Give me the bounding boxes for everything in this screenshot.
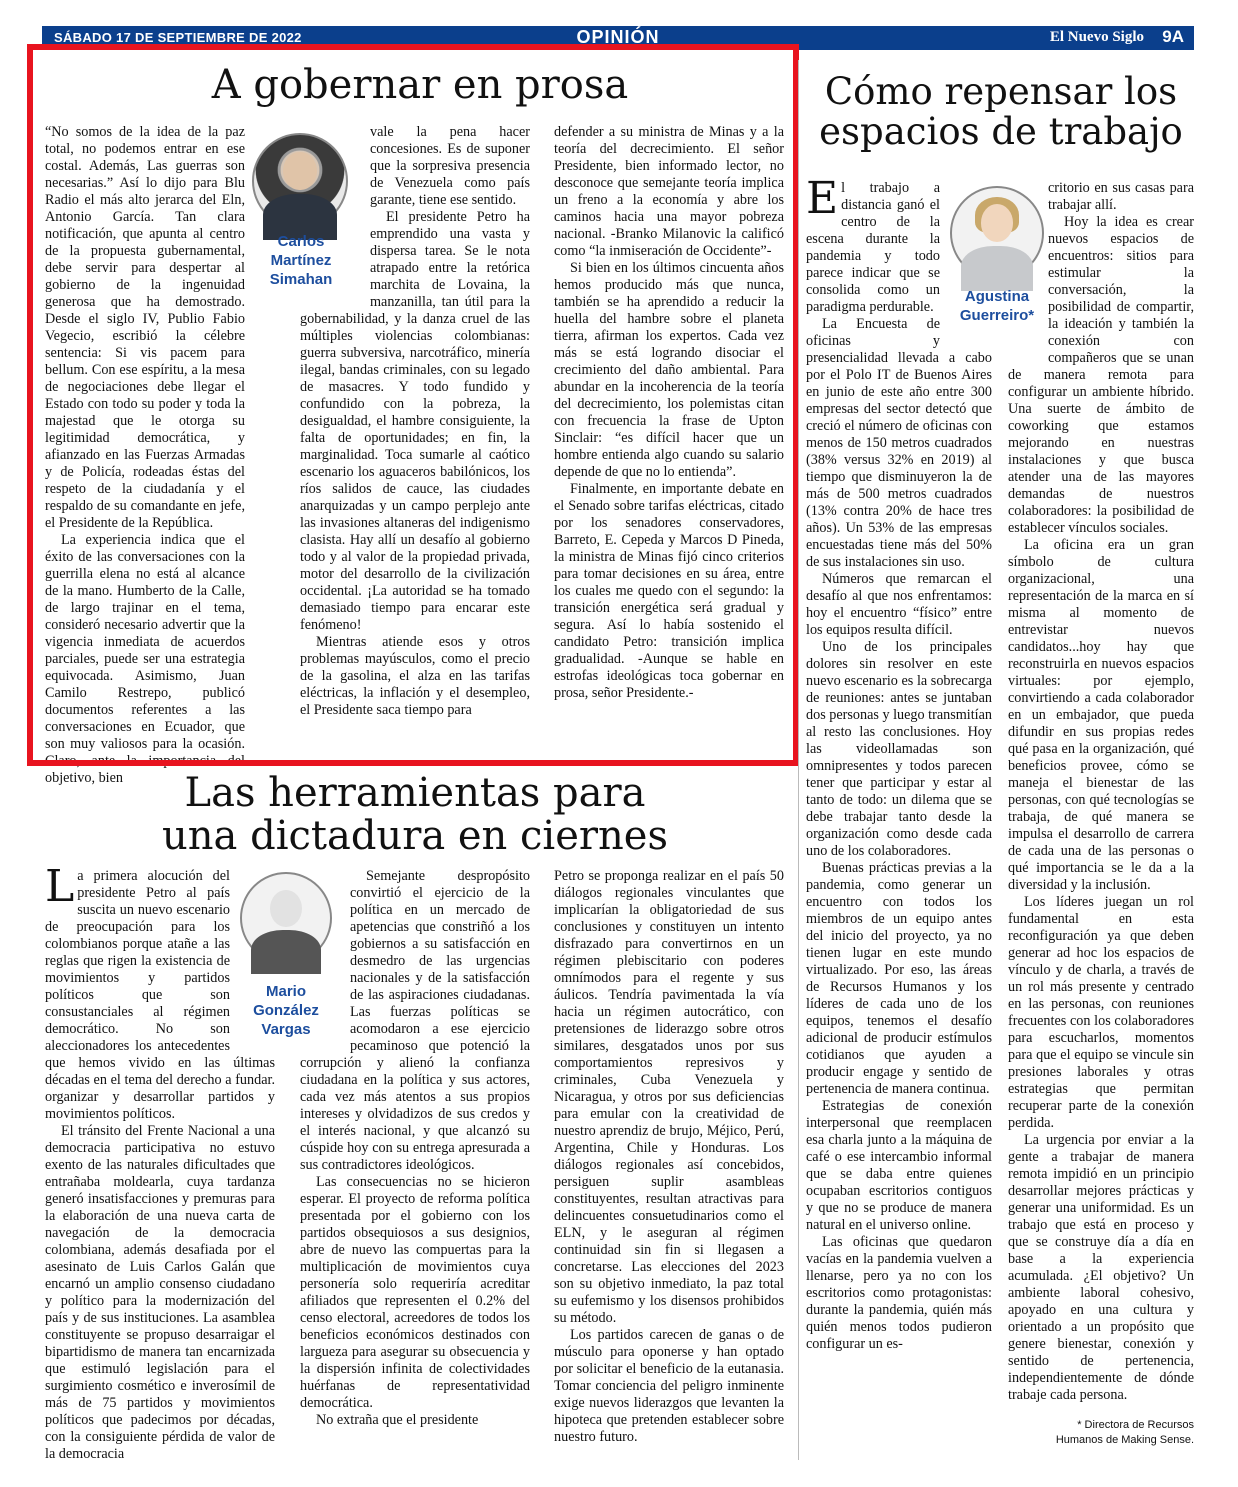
portrait-wrap-space	[300, 868, 350, 1053]
portrait-wrap-space	[1008, 180, 1048, 360]
paragraph: La urgencia por enviar a la gente a trabajar de manera remota impidió en un principio desarrollar mejores prácticas y generar una uniformidad. Es un trabajo que está en proceso y que se construye día a día en base a la experiencia acumulada. ¿El objetivo? Un ambiente laboral cohesivo, apoyado en una cultura y orientado a un propósito que genere bienestar, conexión y sentido de pertenencia, independientemente de dónde trabaje cada persona.	[1008, 1132, 1194, 1403]
author-name: Carlos Martínez Simahan	[269, 233, 333, 288]
paragraph: Estrategias de conexión interpersonal que reemplacen esa charla junto a la máquina de café o ese intercambio informal que se daba entre quienes ocupaban escritorios contiguos y que no se produce de manera natural en el universo online.	[806, 1098, 992, 1233]
column-divider	[798, 60, 799, 1460]
paragraph: Semejante despropósito convirtió el ejercicio de la política en un mercado de apetencias que constriñó a los gobiernos a su satisfacción en desmedro de las urgencias nacionales y de la satisfacción de las aspiraciones ciudadanas. Las fuerzas políticas se acomodaron a ese ejercicio pecaminoso que potenció la corrupción y alienó la confianza ciudadana en la política y sus actores, cada vez más atentos a sus propios intereses y olvidadizos de sus credos y el interés nacional, y que alcanzó su cúspide hoy con su entrega apresurada a sus contradictores ideológicos.	[300, 868, 530, 1173]
article3-column-2	[1008, 180, 1194, 1420]
paragraph: Uno de los principales dolores sin resolver en este nuevo escenario es la sobrecarga de reuniones: antes se juntaban dos personas y luego transmitían al resto las conclusiones. Hoy las videollamadas son omnipresentes y todos parecen tener que participar y estar al tanto de todo: un dilema que se debe trabajar tanto desde la organización como desde cada uno de los colaboradores.	[806, 639, 992, 859]
dropcap-letter: L	[45, 861, 75, 912]
paragraph: Finalmente, en importante debate en el Senado sobre tarifas eléctricas, citado por los senadores conservadores, Barreto, E. Cepeda y Marcos D Pineda, la ministra de Minas fijó cinco criterios para tomar decisiones en su área, entre los cuales me quedo con el segundo: la transición energética será gradual y segura. Así lo había sostenido el candidato Petro: transición implica gradualidad. -Aunque se hable en estrofas ideológicas toca gobernar en prosa, señor Presidente.-	[554, 481, 784, 701]
author-name: Mario González Vargas	[253, 983, 319, 1038]
article2-column-2	[300, 868, 530, 1460]
paragraph: Números que remarcan el desafío al que nos enfrentamos: hoy el encuentro “físico” entre los equipos resulta difícil.	[806, 571, 992, 638]
paragraph-text: a primera alocución del presidente Petro al país suscita un nuevo escenario de preocupación para los colombianos porque atañe a las reglas que rigen la existencia de movimientos y partidos políticos que son consustanciales al régimen democrático. No son aleccionadores los antecedentes que hemos vivido en las últimas décadas en el tema del derecho a fundar. organizar y desarrollar partidos y movimientos políticos.	[45, 868, 275, 1122]
paragraph: La Encuesta de oficinas y presencialidad llevada a cabo por el Polo IT de Buenos Aires en junio de este año entre 300 empresas del sector detectó que creció el número de oficinas con menos de 150 metros cuadrados (38% versus 32% en 2019) al tiempo que disminuyeron la de más de 500 metros cuadrados (13% contra 20% de hace tres años). Un 53% de las empresas encuestadas tiene más del 50% de sus instalaciones sin uso.	[806, 316, 992, 570]
portrait-wrap-space	[940, 180, 992, 340]
paragraph: Buenas prácticas previas a la pandemia, como generar un encuentro con todos los miembros de un equipo antes del inicio del proyecto, ya no tienen lugar en este mundo virtualizado. Por eso, las áreas de Recursos Humanos y los líderes de cada uno de los equipos, tenemos el desafío adicional de producir estímulos cotidianos que ayuden a producir engage y sentido de pertenencia de manera continua.	[806, 860, 992, 1097]
article3-title-line2: espacios de trabajo	[819, 109, 1183, 153]
paragraph: El tránsito del Frente Nacional a una democracia participativa no estuvo exento de las naturales dificultades que entrañaba moldearla, cuya tardanza generó insatisfacciones y premuras para la elaboración de una nueva carta de navegación de la democracia colombiana, además desafiada por el asesinato de Luis Carlos Galán que encarnó un amplio consenso ciudadano y político para la modernización del país y de sus instituciones. La asamblea constituyente se propuso desarraigar el bipartidismo de manera tan encarnizada que estimuló legislación para el surgimiento cosmético e inverosímil de más de 75 partidos y movimientos políticos que padecimos por décadas, con la consiguiente pérdida de valor de la democracia	[45, 1123, 275, 1462]
portrait-wrap-space	[230, 868, 275, 1053]
article2-title-line2: una dictadura en ciernes	[162, 813, 668, 860]
article1-title: A gobernar en prosa	[211, 62, 629, 108]
paragraph: critorio en sus casas para trabajar allí.	[1048, 180, 1194, 213]
paragraph: La experiencia indica que el éxito de las conversaciones con la guerrilla elena no está al alcance de la mano. Humberto de la Calle, de largo trajinar en el tema, consideró necesario advertir que la vigencia inmediata de acuerdos parciales, puede ser una estrategia equivocada. Asimismo, Juan Camilo Restrepo, publicó documentos referentes a las conversaciones en Ecuador, que son muy valiosos para la ocasión. Claro, ante la importancia del objetivo, bien	[45, 532, 245, 786]
article2-column-3	[554, 868, 784, 1460]
paragraph: Las oficinas que quedaron vacías en la pandemia vuelven a llenarse, pero ya no con los escritorios como protagonistas: durante la pandemia, quién más quién menos todos pudieron configurar un es-	[806, 1234, 992, 1352]
section-title: OPINIÓN	[576, 27, 660, 47]
paragraph: Hoy la idea es crear nuevos espacios de encuentros: sitios para estimular la conversación, la posibilidad de compartir, la ideación y también la conexión con compañeros que se unan de manera remota para configurar un ambiente híbrido. Una suerte de ámbito de coworking que estamos mejorando en nuestras instalaciones y que busca atender una de las mayores demandas de nuestros colaboradores: la posibilidad de establecer vínculos sociales.	[1008, 214, 1194, 536]
paragraph: No extraña que el presidente	[316, 1412, 479, 1428]
author-footnote	[1008, 1418, 1194, 1448]
article3-column-1	[806, 173, 992, 1460]
article2-column-1	[45, 861, 275, 1462]
author-name: Agustina Guerreiro*	[959, 288, 1035, 324]
article3-title	[806, 72, 1196, 152]
issue-date: SÁBADO 17 DE SEPTIEMBRE DE 2022	[54, 30, 302, 45]
paragraph-text: l trabajo a distancia ganó el centro de la escena durante la pandemia y todo parece indicar que se consolida como un paradigma perdurable.	[806, 180, 940, 315]
footnote-line1: * Directora de Recursos	[1077, 1419, 1194, 1431]
paragraph: Petro se proponga realizar en el país 50 diálogos regionales vinculantes que implicarían la obligatoriedad de sus conclusiones y constituyen un intento disfrazado para convertirnos en un régimen plebiscitario con poderes omnímodos para el regente y sus áulicos. Tendría pavimentada la vía hacia un régimen autocrático, con pretensiones de liderazgo sobre otros similares, desgatados unos por sus comportamientos represivos y criminales, Cuba Venezuela y Nicaragua, y otros por sus deficiencias para emular con la creatividad de nuestro aprendiz de brujo, Méjico, Perú, Argentina, Chile y Honduras. Los diálogos regionales así concebidos, persiguen suplir asambleas constituyentes, resultan atractivas para delincuentes consuetudinarios como el ELN, y le aseguran al régimen continuidad sin fin si llegasen a concretarse. Las elecciones del 2023 son su objetivo inmediato, la paz total su eufemismo y los disensos prohibidos su método.	[554, 868, 784, 1326]
paragraph: Los partidos carecen de ganas o de músculo para oponerse y han optado por solicitar el beneficio de la eutanasia. Tomar conciencia del peligro inminente exige nuevos liderazgos que levanten la hipoteca que pretenden establecer sobre nuestro futuro.	[554, 1327, 784, 1445]
paragraph: La oficina era un gran símbolo de cultura organizacional, una representación de la marca en sí misma al momento de entrevistar nuevos candidatos...hoy hay que reconstruirla en nuevos espacios virtuales: por ejemplo, convirtiendo a cada colaborador en un embajador, que pueda difundir en sus propias redes qué pasa en la organización, qué beneficios provee, cómo se maneja el bienestar de las personas, con qué tecnologías se trabaja, de qué manera se impulsa el desarrollo de carrera de cada una de las personas o qué importancia se le da a la diversidad y la inclusión.	[1008, 537, 1194, 893]
paragraph: defender a su ministra de Minas y a la teoría del decrecimiento. El señor Presidente, bien informado lector, no desconoce que semejante teoría implica un freno a la economía y abre los caminos hacia una mayor pobreza nacional. -Branko Milanovic la calificó como “la inmiseración de Occidente”-	[554, 124, 784, 259]
footnote-line2: Humanos de Making Sense.	[1055, 1434, 1194, 1446]
highlight-frame	[27, 44, 799, 766]
paragraph: “No somos de la idea de la paz total, no podemos entrar en ese costal. Además, Las guerras son necesarias.” Así lo dijo para Blu Radio el más alto jerarca del Eln, Antonio García. Tan clara notificación, que apunta al centro de la propuesta gubernamental, debe servir para despertar al gobierno de la ingenuidad generosa que ha demostrado. Desde el siglo IV, Publio Fabio Vegecio, escribió la célebre sentencia: Si vis pacem para bellum. Con ese espíritu, a la mesa de negociaciones debe llegar el Estado con todo su poder y toda la majestad que le otorga su legitimidad democrática, y afianzado en las Fuerzas Armadas y de Policía, rodeadas éstas del respeto de la ciudadanía y el respaldo de su comandante en jefe, el Presidente de la República.	[45, 124, 245, 531]
page-number: 9A	[1162, 27, 1184, 46]
dropcap-letter: E	[806, 173, 839, 224]
paragraph: Las consecuencias no se hicieron esperar. El proyecto de reforma política presentada por el gobierno con los partidos obsequiosos a sus designios, abre de nuevo las compuertas para la multiplicación de movimientos cuya personería solo requeriría acreditar afiliados que representen el 0.2% del censo electoral, acreedores de todos los beneficios económicos destinados con largueza para asegurar su obsecuencia y la dispersión infinita de colectividades huérfanas de representatividad democrática.	[300, 1174, 530, 1411]
article2-title-line1: Las herramientas para	[184, 770, 646, 816]
article2-title	[45, 772, 785, 858]
article3-title-line1: Cómo repensar los	[824, 70, 1178, 113]
newspaper-brand: El Nuevo Siglo	[1049, 29, 1144, 45]
paragraph: El presidente Petro ha emprendido una vasta y dispersa tarea. Se le nota atrapado entre la retórica marchita de Lovaina, la manzanilla, tan útil para la gobernabilidad, y la danza cruel de las múltiples violencias colombianas: guerra subversiva, narcotráfico, minería ilegal, bandas criminales, con su legado de masacres. Y todo fundido y confundido con la pobreza, la desigualdad, el hambre consiguiente, la falta de oportunidades; en fin, la marginalidad. Toca sumarle al caótico escenario los aguaceros babilónicos, los ríos salidos de cauce, las ciudades anarquizadas y un campo perplejo ante las invasiones altaneras del indigenismo clasista. Hay allí un desafío al gobierno todo y al valor de la propiedad privada, motor del desarrollo de la civilización occidental. ¡La autoridad se ha tomado demasiado tiempo para encarar este fenómeno!	[300, 209, 530, 633]
paragraph: vale la pena hacer concesiones. Es de suponer que la sorpresiva presencia de Venezuela como país garante, tiene ese sentido.	[370, 124, 530, 208]
paragraph: Mientras atiende esos y otros problemas mayúsculos, como el precio de la gasolina, el alza en las tarifas eléctricas, la inflación y el desempleo, el Presidente saca tiempo para	[300, 634, 530, 718]
paragraph: Si bien en los últimos cincuenta años hemos producido más que nunca, también se ha aprendido a reducir la huella del hambre sobre el planeta tierra, afirman los expertos. Cada vez más se está logrando disociar el crecimiento del daño ambiental. Para abundar en la incoherencia de la teoría del decrecimiento, los polemistas citan con frecuencia la frase de Upton Sinclair: “es difícil hacer que un hombre entienda algo cuando su salario depende de que no lo entienda”.	[554, 260, 784, 480]
paragraph: Los líderes juegan un rol fundamental en esta reconfiguración ya que deben generar ad hoc los espacios de vínculo y de charla, a través de un rol más presente y centrado en las personas, con reuniones frecuentes con los colaboradores para escucharlos, momentos para que el equipo se vincule sin presiones laborales y otras estrategias que permitan recuperar parte de la conexión perdida.	[1008, 894, 1194, 1131]
